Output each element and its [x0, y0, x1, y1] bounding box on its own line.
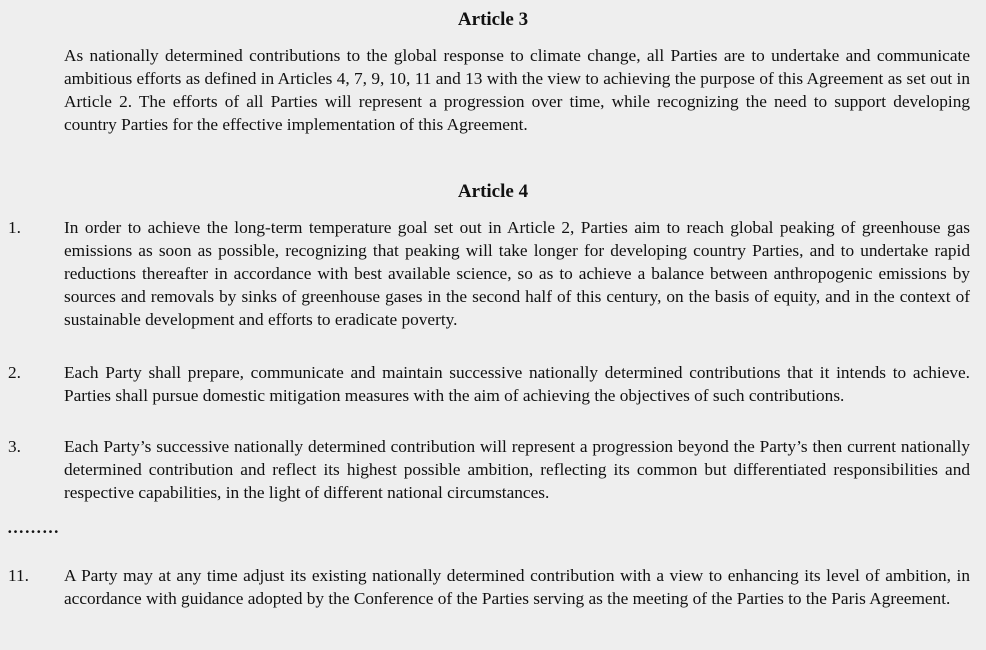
item-number: 1.: [8, 218, 21, 237]
article-4-heading: Article 4: [457, 181, 529, 202]
article-4-paragraph-11: A Party may at any time adjust its existing nationally determined contribution with a view to enhancing its level of ambition, in accordance with guidance adopted by the Conference of the Parties serving as the meeting of the Parties to the Paris Agreement.: [64, 566, 970, 609]
omission-marker: ………: [7, 518, 60, 537]
article-4-paragraph-2: Each Party shall prepare, communicate and maintain successive nationally determined contributions that it intends to achieve. Parties shall pursue domestic mitigation measures with the aim of achieving the objectives of such contributions.: [64, 363, 970, 406]
article-3-paragraph: As nationally determined contributions to the global response to climate change, all Parties are to undertake and communicate ambitious efforts as defined in Articles 4, 7, 9, 10, 11 and 13 with the view to achieving the purpose of this Agreement as set out in Article 2. The efforts of all Parties will represent a progression over time, while recognizing the need to support developing country Parties for the effective implementation of this Agreement.: [64, 46, 970, 135]
item-number: 11.: [8, 566, 29, 585]
item-number: 2.: [8, 363, 21, 382]
article-4-paragraph-3: Each Party’s successive nationally determined contribution will represent a progression beyond the Party’s then current nationally determined contribution and reflect its highest possible ambition, reflecting its common but differentiated responsibilities and respective capabilities, in the light of different national circumstances.: [64, 437, 970, 503]
article-4-paragraph-1: In order to achieve the long-term temperature goal set out in Article 2, Parties aim to reach global peaking of greenhouse gas emissions as soon as possible, recognizing that peaking will take longer for developing country Parties, and to undertake rapid reductions thereafter in accordance with best available science, so as to achieve a balance between anthropogenic emissions by sources and removals by sinks of greenhouse gases in the second half of this century, on the basis of equity, and in the context of sustainable development and efforts to eradicate poverty.: [64, 218, 970, 330]
article-3-heading: Article 3: [457, 9, 529, 30]
item-number: 3.: [8, 437, 21, 456]
